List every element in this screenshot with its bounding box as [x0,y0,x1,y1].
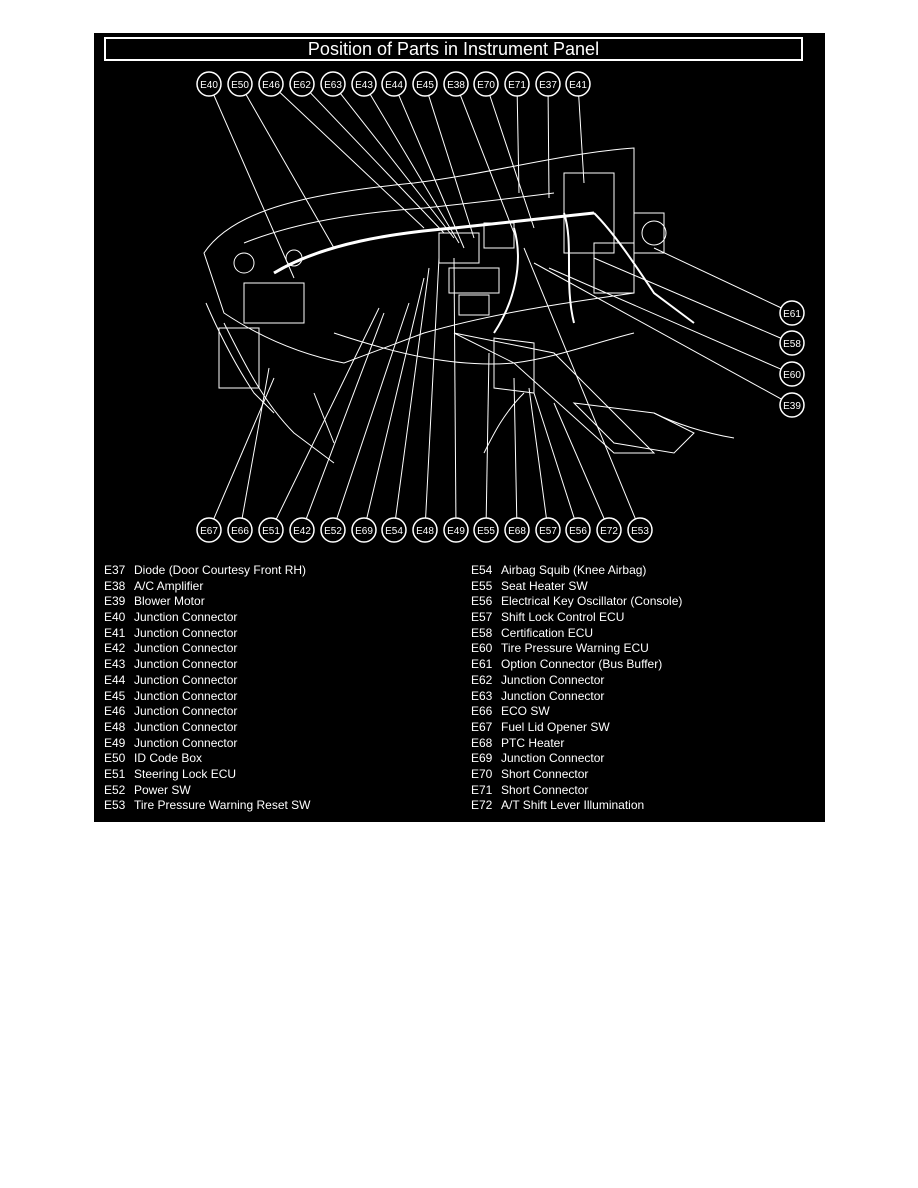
legend-part-name: Junction Connector [134,672,238,687]
callout-text: E46 [262,80,280,91]
callout-text: E49 [447,526,465,537]
callout-e44 [382,72,406,96]
legend-code: E61 [471,657,493,672]
legend-part-name: Airbag Squib (Knee Airbag) [501,563,647,577]
legend-row [104,594,311,610]
legend-code: E71 [471,782,493,797]
callout-e43 [352,72,376,96]
leader-line [396,268,429,518]
callout-text: E58 [783,339,801,350]
legend-part-name: PTC Heater [501,735,565,750]
leader-line [460,95,514,233]
callout-e67 [197,518,221,542]
leader-line [337,303,409,519]
leader-line [548,96,549,198]
callout-e58 [780,331,804,355]
leader-line [594,258,781,338]
dashboard-drawing [204,148,734,463]
legend-row [471,704,682,720]
callout-text: E40 [200,80,218,91]
callout-e53 [628,518,652,542]
legend-code: E38 [104,578,126,593]
callout-e70 [474,72,498,96]
legend-code: E39 [104,594,126,609]
legend-part-name: Junction Connector [134,719,238,734]
legend-code: E58 [471,625,493,640]
leader-line [276,308,379,519]
legend-row [104,751,311,767]
callout-e51 [259,518,283,542]
callout-text: E71 [508,80,526,91]
legend-row [104,657,311,673]
callout-e63 [321,72,345,96]
leader-line [529,388,546,518]
callout-text: E38 [447,80,465,91]
legend-code: E48 [104,719,126,734]
legend-part-name: ID Code Box [134,751,203,766]
callout-e38 [444,72,468,96]
legend-code: E44 [104,672,126,687]
legend-code: E68 [471,735,493,750]
legend-code: E55 [471,578,493,593]
callout-e48 [413,518,437,542]
legend-code: E72 [471,798,493,813]
callout-e62 [290,72,314,96]
callout-e71 [505,72,529,96]
legend-row [104,798,311,814]
legend-code: E43 [104,657,126,672]
leader-line [214,95,294,278]
legend-code: E46 [104,704,126,719]
legend-part-name: Junction Connector [501,672,605,687]
leader-line [370,94,459,243]
page-title: Position of Parts in Instrument Panel [104,37,803,61]
callout-e55 [474,518,498,542]
callout-text: E45 [416,80,434,91]
callout-text: E42 [293,526,311,537]
legend-row [471,751,682,767]
legend-row [471,767,682,783]
legend-row [104,783,311,799]
legend-code: E41 [104,625,126,640]
callout-text: E54 [385,526,403,537]
legend-row [104,563,311,579]
legend-code: E50 [104,751,126,766]
legend-part-name: Steering Lock ECU [134,766,237,781]
legend-part-name: Option Connector (Bus Buffer) [501,657,663,672]
callout-text: E69 [355,526,373,537]
callout-e68 [505,518,529,542]
legend-part-name: Shift Lock Control ECU [501,610,625,625]
legend-row [104,767,311,783]
legend-row [471,641,682,657]
callout-text: E43 [355,80,373,91]
callout-text: E55 [477,526,495,537]
callout-text: E51 [262,526,280,537]
callout-text: E61 [783,309,801,320]
legend-part-name: Diode (Door Courtesy Front RH) [134,563,307,577]
callout-text: E57 [539,526,557,537]
callout-text: E60 [783,370,801,381]
legend-code: E37 [104,563,126,577]
leader-line [654,248,781,308]
legend-row [471,579,682,595]
legend-part-name: Junction Connector [134,688,238,703]
legend-part-name: Junction Connector [134,641,238,656]
callout-e45 [413,72,437,96]
callout-text: E41 [569,80,587,91]
legend-code: E67 [471,719,493,734]
callout-text: E39 [783,401,801,412]
callout-text: E70 [477,80,495,91]
legend-right [471,563,682,814]
legend-code: E70 [471,766,493,781]
leader-line [214,378,274,519]
callout-e54 [382,518,406,542]
leader-line [399,95,464,248]
legend-row [104,641,311,657]
legend-code: E60 [471,641,493,656]
legend-row [104,689,311,705]
callout-text: E67 [200,526,218,537]
leader-line [579,96,584,183]
legend-part-name: Junction Connector [134,610,238,625]
callout-text: E72 [600,526,618,537]
leader-lines [214,92,782,519]
legend-row [104,579,311,595]
legend-row [104,610,311,626]
legend-row [104,626,311,642]
legend-part-name: Junction Connector [134,735,238,750]
leader-line [486,353,489,518]
callout-e50 [228,72,252,96]
legend-code: E51 [104,766,126,781]
leader-line [549,268,781,369]
legend-row [104,720,311,736]
callout-e40 [197,72,221,96]
legend-row [471,720,682,736]
leader-line [554,403,604,519]
callout-text: E52 [324,526,342,537]
legend-row [471,657,682,673]
legend-left [104,563,311,814]
legend-code: E40 [104,610,126,625]
callout-labels [197,72,804,542]
legend-code: E49 [104,735,126,750]
callout-e52 [321,518,345,542]
callout-e42 [290,518,314,542]
legend-part-name: Tire Pressure Warning ECU [501,641,649,656]
legend-row [471,594,682,610]
callout-text: E66 [231,526,249,537]
legend-part-name: A/C Amplifier [134,578,204,593]
legend-row [471,783,682,799]
legend-code: E42 [104,641,126,656]
leader-line [280,92,424,228]
legend-row [471,798,682,814]
legend-part-name: Seat Heater SW [501,578,588,593]
legend-part-name: Short Connector [501,782,589,797]
legend-part-name: Fuel Lid Opener SW [501,719,610,734]
callout-e61 [780,301,804,325]
leader-line [367,278,424,518]
legend-part-name: Blower Motor [134,594,205,609]
legend-code: E54 [471,563,493,577]
legend-code: E63 [471,688,493,703]
callout-text: E68 [508,526,526,537]
callout-e49 [444,518,468,542]
instrument-panel-diagram [94,33,825,543]
legend-code: E45 [104,688,126,703]
legend-row [471,610,682,626]
callout-e69 [352,518,376,542]
legend-part-name: Power SW [134,782,191,797]
legend-part-name: Junction Connector [134,657,238,672]
legend-part-name: Junction Connector [134,625,238,640]
legend-code: E52 [104,782,126,797]
legend-part-name: Tire Pressure Warning Reset SW [134,798,311,813]
callout-text: E44 [385,80,403,91]
callout-e60 [780,362,804,386]
leader-line [306,313,384,519]
callout-text: E62 [293,80,311,91]
leader-line [246,94,334,248]
callout-text: E63 [324,80,342,91]
callout-text: E48 [416,526,434,537]
callout-e56 [566,518,590,542]
legend-row [471,689,682,705]
legend-part-name: A/T Shift Lever Illumination [501,798,645,813]
legend-part-name: Junction Connector [501,688,605,703]
callout-e37 [536,72,560,96]
legend-part-name: Junction Connector [134,704,238,719]
legend-row [104,736,311,752]
callout-text: E56 [569,526,587,537]
leader-line [429,95,474,238]
legend-part-name: Certification ECU [501,625,594,640]
legend-part-name: ECO SW [501,704,550,719]
legend-code: E69 [471,751,493,766]
legend-part-name: Electrical Key Oscillator (Console) [501,594,683,609]
legend-row [104,704,311,720]
callout-e39 [780,393,804,417]
leader-line [426,258,439,518]
callout-text: E50 [231,80,249,91]
legend-code: E62 [471,672,493,687]
legend-row [471,736,682,752]
legend-code: E57 [471,610,493,625]
callout-e66 [228,518,252,542]
legend-code: E66 [471,704,493,719]
callout-e57 [536,518,560,542]
leader-line [490,95,534,228]
legend-row [104,673,311,689]
callout-text: E53 [631,526,649,537]
legend-part-name: Short Connector [501,766,589,781]
legend-row [471,673,682,689]
leader-line [534,263,781,399]
callout-e41 [566,72,590,96]
legend-code: E53 [104,798,126,813]
callout-text: E37 [539,80,557,91]
legend-row [471,563,682,579]
callout-e72 [597,518,621,542]
legend-row [471,626,682,642]
legend-code: E56 [471,594,493,609]
leader-line [454,258,456,518]
legend-part-name: Junction Connector [501,751,605,766]
callout-e46 [259,72,283,96]
leader-line [514,378,517,518]
